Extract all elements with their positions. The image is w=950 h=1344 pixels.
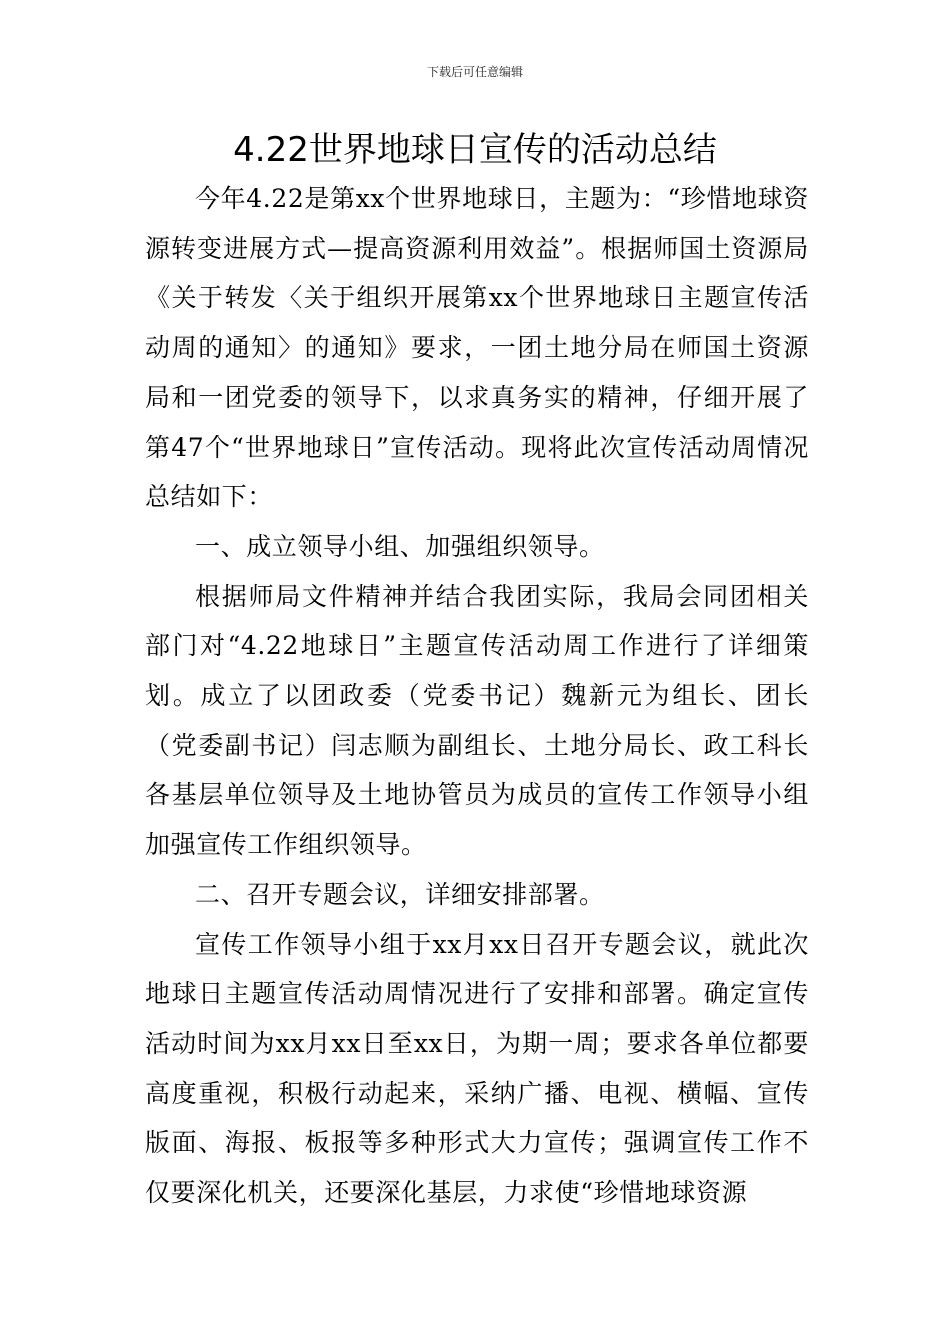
paragraph-section-2: 宣传工作领导小组于xx月xx日召开专题会议，就此次地球日主题宣传活动周情况进行了安排和部署。确定宣传活动时间为xx月xx日至xx日，为期一周；要求各单位都要高度重视，积极行动起来，采纳广播、电视、横幅、宣传版面、海报、板报等多种形式大力宣传；强调宣传工作不仅要深化机关，还要深化基层，力求使“珍惜地球资源 (145, 929, 809, 1208)
section-heading-1: 一、成立领导小组、加强组织领导。 (195, 531, 605, 561)
document-title: 4.22世界地球日宣传的活动总结 (233, 130, 717, 170)
paragraph-section-1: 根据师局文件精神并结合我团实际，我局会同团相关部门对“4.22地球日”主题宣传活动周工作进行了详细策划。成立了以团政委（党委书记）魏新元为组长、团长（党委副书记）闫志顺为副组长、土地分局长、政工科长各基层单位领导及土地协管员为成员的宣传工作领导小组加强宣传工作组织领导。 (145, 581, 809, 860)
page-header-note: 下载后可任意编辑 (426, 65, 523, 79)
section-heading-2: 二、召开专题会议，详细安排部署。 (195, 879, 605, 909)
document-body (145, 174, 809, 1218)
paragraph-intro: 今年4.22是第xx个世界地球日，主题为：“珍惜地球资源转变进展方式—提高资源利用效益”。根据师国土资源局《关于转发〈关于组织开展第xx个世界地球日主题宣传活动周的通知〉的通知》要求，一团土地分局在师国土资源局和一团党委的领导下，以求真务实的精神，仔细开展了第47个“世界地球日”宣传活动。现将此次宣传活动周情况总结如下： (145, 184, 809, 512)
